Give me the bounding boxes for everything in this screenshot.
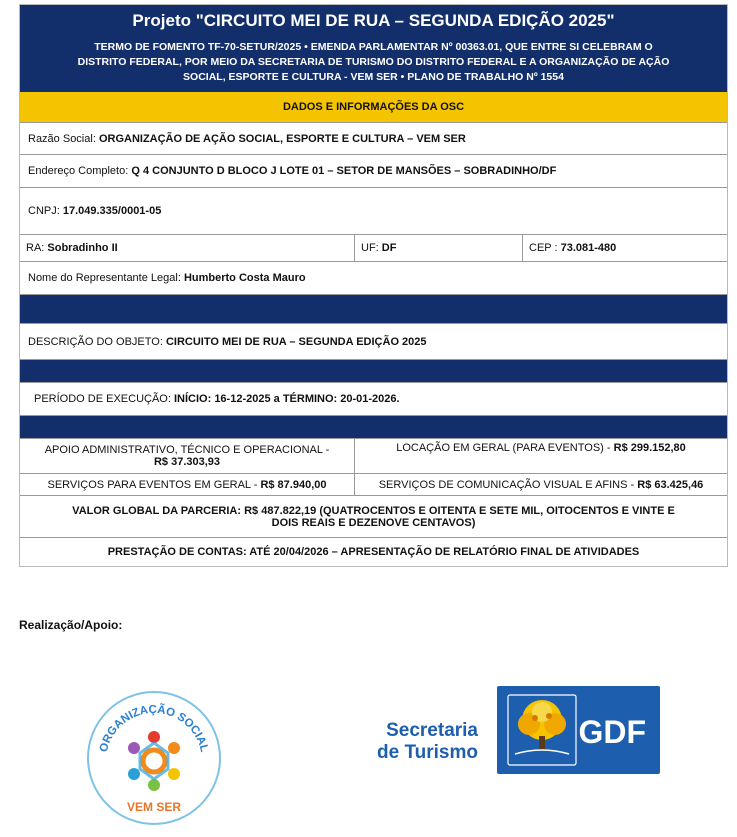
secretaria-line: Secretaria	[386, 720, 478, 741]
prestacao-text: PRESTAÇÃO DE CONTAS: ATÉ 20/04/2026 – APRESENTAÇÃO DE RELATÓRIO FINAL DE ATIVIDADES	[107, 546, 640, 558]
cnpj-value: 17.049.335/0001-05	[62, 205, 162, 217]
blue-divider	[20, 416, 727, 439]
ra-value: Sobradinho II	[47, 242, 118, 254]
vem-ser-logo	[84, 689, 224, 827]
locacao-cell	[354, 439, 727, 473]
apoio-locacao-row	[20, 439, 727, 474]
cnpj-row	[20, 188, 727, 235]
descricao-label: DESCRIÇÃO DO OBJETO:	[28, 335, 163, 348]
vem-ser-logo-icon	[84, 689, 224, 827]
logo-arc-text: ORGANIZAÇÃO SOCIAL	[97, 703, 211, 754]
endereco-row	[20, 155, 727, 188]
locacao-label: LOCAÇÃO EM GERAL (PARA EVENTOS) -	[396, 442, 611, 454]
secretaria-line: de Turismo	[377, 742, 478, 763]
logo-name: VEM SER	[126, 800, 182, 814]
subtitle-line: SOCIAL, ESPORTE E CULTURA - VEM SER • PLANO DE TRABALHO Nº 1554	[183, 71, 564, 83]
endereco-label: Endereço Completo:	[28, 165, 129, 177]
descricao-row	[20, 324, 727, 360]
apoio-label: APOIO ADMINISTRATIVO, TÉCNICO E OPERACIONAL -	[44, 444, 330, 456]
periodo-label: PERÍODO DE EXECUÇÃO:	[34, 393, 171, 405]
locacao-value: R$ 299.152,80	[613, 442, 686, 454]
comunicacao-label: SERVIÇOS DE COMUNICAÇÃO VISUAL E AFINS -	[378, 478, 635, 491]
servicos-label: SERVIÇOS PARA EVENTOS EM GERAL -	[47, 478, 258, 491]
uf-value: DF	[381, 242, 397, 254]
footer-label: Realização/Apoio:	[19, 618, 123, 632]
apoio-value: R$ 37.303,93	[153, 456, 221, 468]
representante-row	[20, 262, 727, 295]
uf-label: UF:	[361, 242, 379, 254]
section-title: DADOS E INFORMAÇÕES DA OSC	[20, 92, 727, 123]
gdf-text: GDF	[578, 714, 646, 750]
ra-label: RA:	[26, 242, 45, 254]
representante-label: Nome do Representante Legal:	[28, 272, 181, 284]
razao-label: Razão Social:	[28, 132, 96, 145]
comunicacao-cell	[354, 474, 727, 495]
valor-global-line: DOIS REAIS E DEZENOVE CENTAVOS)	[271, 516, 476, 529]
blue-divider	[20, 295, 727, 324]
razao-social-row	[20, 123, 727, 155]
comunicacao-value: R$ 63.425,46	[637, 478, 704, 491]
header-subtitle	[30, 40, 717, 85]
gdf-logo	[497, 686, 660, 774]
cep-label: CEP :	[529, 242, 558, 254]
periodo-value: INÍCIO: 16-12-2025 a TÉRMINO: 20-01-2026.	[173, 393, 400, 405]
ra-cell	[20, 235, 354, 261]
descricao-value: CIRCUITO MEI DE RUA – SEGUNDA EDIÇÃO 2025	[165, 335, 427, 348]
secretaria-turismo-logo	[358, 720, 478, 764]
prestacao-row	[20, 538, 727, 566]
apoio-cell	[20, 439, 354, 473]
cep-value: 73.081-480	[560, 242, 617, 254]
valor-global-row	[20, 496, 727, 538]
document-form	[19, 4, 728, 567]
periodo-row	[20, 383, 727, 416]
servicos-value: R$ 87.940,00	[260, 478, 327, 491]
representante-value: Humberto Costa Mauro	[183, 272, 306, 284]
servicos-comunicacao-row	[20, 474, 727, 496]
ra-uf-cep-row	[20, 235, 727, 262]
subtitle-line: TERMO DE FOMENTO TF-70-SETUR/2025 • EMENDA PARLAMENTAR Nº 00363.01, QUE ENTRE SI CELEBRAM O	[94, 41, 653, 53]
page-title: Projeto "CIRCUITO MEI DE RUA – SEGUNDA EDIÇÃO 2025"	[132, 11, 615, 30]
cep-cell	[522, 235, 727, 261]
header-banner	[20, 5, 727, 92]
servicos-cell	[20, 474, 354, 495]
valor-global-line: VALOR GLOBAL DA PARCERIA: R$ 487.822,19 (QUATROCENTOS E OITENTA E SETE MIL, OITOCENTOS E VINTE E	[72, 504, 675, 517]
razao-value: ORGANIZAÇÃO DE AÇÃO SOCIAL, ESPORTE E CULTURA – VEM SER	[98, 132, 466, 145]
endereco-value: Q 4 CONJUNTO D BLOCO J LOTE 01 – SETOR DE MANSÕES – SOBRADINHO/DF	[131, 165, 557, 177]
cnpj-label: CNPJ:	[28, 205, 60, 217]
subtitle-line: DISTRITO FEDERAL, POR MEIO DA SECRETARIA DE TURISMO DO DISTRITO FEDERAL E A ORGANIZAÇÃO DE AÇÃO	[77, 56, 670, 68]
uf-cell	[354, 235, 522, 261]
blue-divider	[20, 360, 727, 383]
tree-icon	[507, 694, 577, 766]
